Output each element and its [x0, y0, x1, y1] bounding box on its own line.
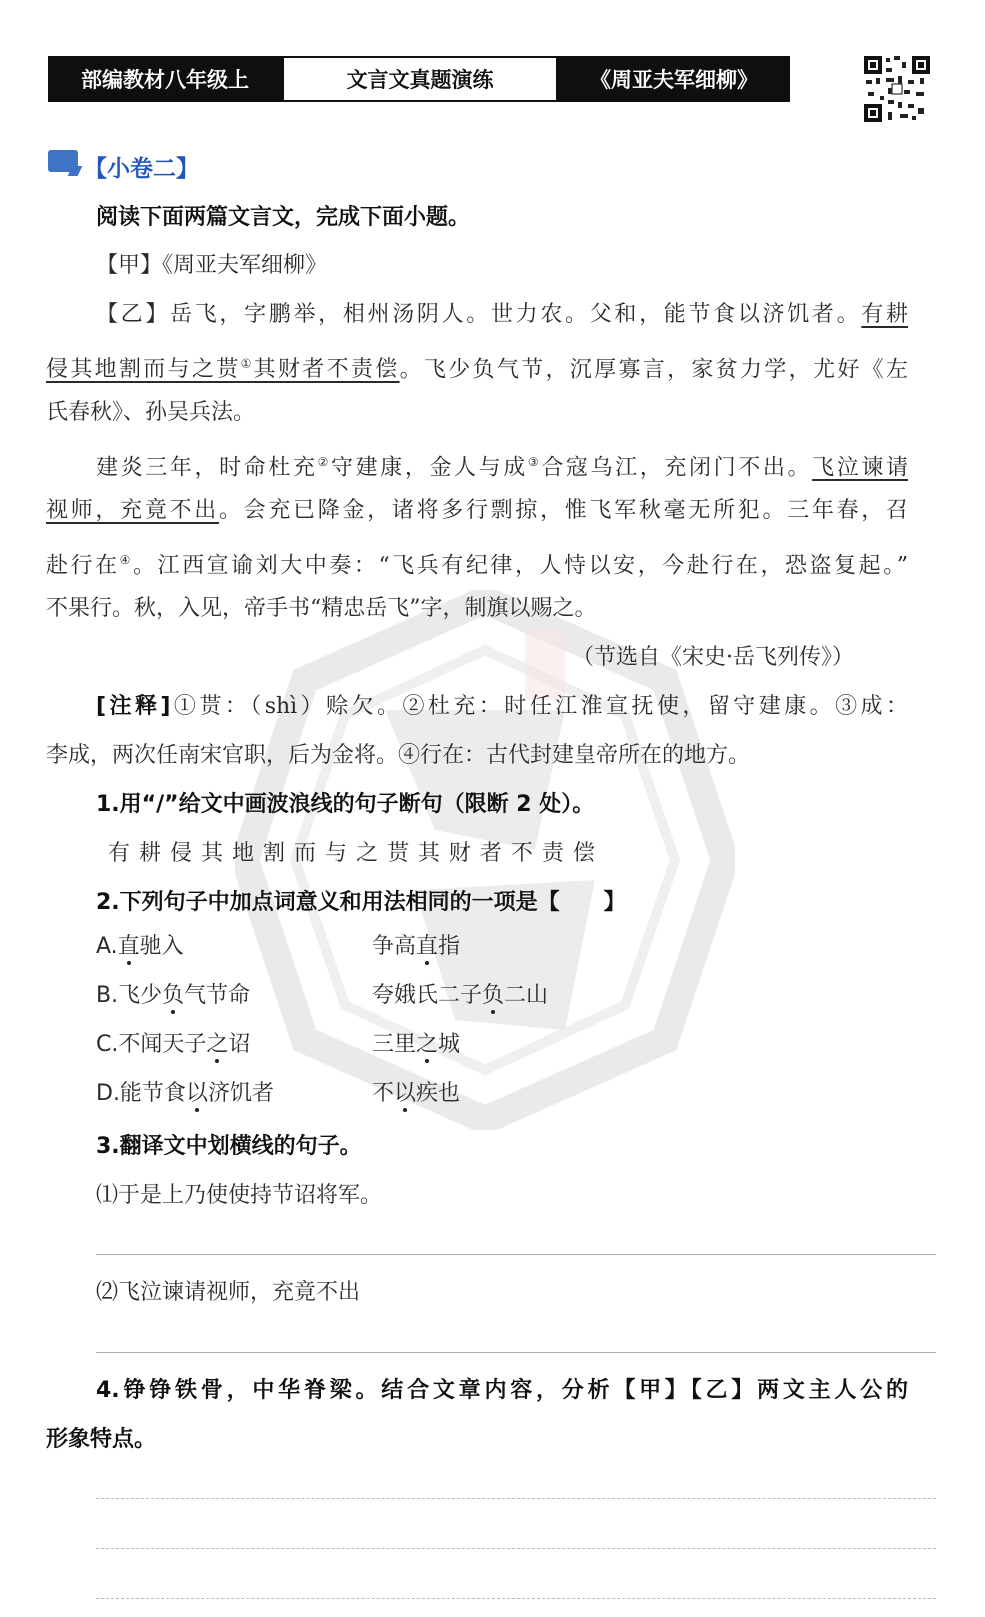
option-d-right: 不以疾也 [372, 1081, 461, 1106]
passage-yi-line-1: 【乙】岳飞，字鹏举，相州汤阴人。世力农。父和，能节食以济饥者。有耕 [96, 302, 908, 327]
question-3-sentence-2: ⑵飞泣谏请视师，充竟不出 [96, 1280, 361, 1305]
option-b-right: 夸娥氏二子负二山 [372, 983, 549, 1008]
passage-yi-p2-line-2: 视师，充竟不出。会充已降金，诸将多行剽掠，惟飞军秋毫无所犯。三年春，召 [46, 498, 908, 523]
option-d-left[interactable]: D.能节食以济饥者 [96, 1081, 274, 1106]
option-b-left[interactable]: B.飞少负气节命 [96, 983, 251, 1008]
question-3-sentence-1: ⑴于是上乃使使持节诏将军。 [96, 1183, 383, 1208]
header-grade: 部编教材八年级上 [48, 56, 282, 102]
answer-line-2[interactable] [96, 1352, 936, 1353]
answer-line-3[interactable] [96, 1498, 936, 1499]
question-1-stem: 1.用“/”给文中画波浪线的句子断句（限断 2 处）。 [96, 792, 595, 817]
option-a-right: 争高直指 [372, 934, 461, 959]
question-4-stem-line-2: 形象特点。 [46, 1427, 157, 1452]
passage-jia-title: 【甲】《周亚夫军细柳》 [96, 253, 328, 278]
question-2-stem: 2.下列句子中加点词意义和用法相同的一项是【 】 [96, 890, 626, 915]
header-title: 《周亚夫军细柳》 [558, 56, 790, 102]
notes-line-1: [注释]①贳：（shì）赊欠。②杜充：时任江淮宣抚使，留守建康。③成： [96, 694, 908, 719]
option-c-left[interactable]: C.不闻天子之诏 [96, 1032, 251, 1057]
instruction: 阅读下面两篇文言文，完成下面小题。 [96, 205, 471, 230]
passage-yi-line-2: 侵其地割而与之贳①其财者不责偿。飞少负气节，沉厚寡言，家贫力学，尤好《左 [46, 357, 908, 383]
question-1-sentence: 有 耕 侵 其 地 割 而 与 之 贳 其 财 者 不 责 偿 [108, 841, 596, 866]
passage-yi-p2-line-3: 赴行在④。江西宣谕刘大中奏：“飞兵有纪律，人恃以安，今赴行在，恐盗复起。” [46, 553, 908, 579]
header-topic: 文言文真题演练 [282, 56, 558, 102]
question-4-stem-line-1: 4.铮铮铁骨，中华脊梁。结合文章内容，分析【甲】【乙】两文主人公的 [96, 1378, 908, 1403]
option-a-left[interactable]: A.直驰入 [96, 934, 184, 959]
section-title: 【小卷二】 [84, 156, 199, 182]
question-3-stem: 3.翻译文中划横线的句子。 [96, 1134, 362, 1159]
answer-line-1[interactable] [96, 1254, 936, 1255]
notes-line-2: 李成，两次任南宋官职，后为金将。④行在：古代封建皇帝所在的地方。 [46, 743, 751, 768]
answer-line-4[interactable] [96, 1548, 936, 1549]
passage-yi-p2-line-4: 不果行。秋，入见，帝手书“精忠岳飞”字，制旗以赐之。 [46, 596, 597, 621]
passage-source: （节选自《宋史·岳飞列传》） [572, 645, 854, 670]
qr-code-icon [862, 54, 932, 124]
passage-yi-line-3: 氏春秋》、孙吴兵法。 [46, 400, 256, 425]
option-c-right: 三里之城 [372, 1032, 461, 1057]
passage-yi-p2-line-1: 建炎三年，时命杜充②守建康，金人与成③合寇乌江，充闭门不出。飞泣谏请 [96, 455, 908, 481]
section-marker-icon [48, 150, 78, 172]
answer-line-5[interactable] [96, 1598, 936, 1599]
